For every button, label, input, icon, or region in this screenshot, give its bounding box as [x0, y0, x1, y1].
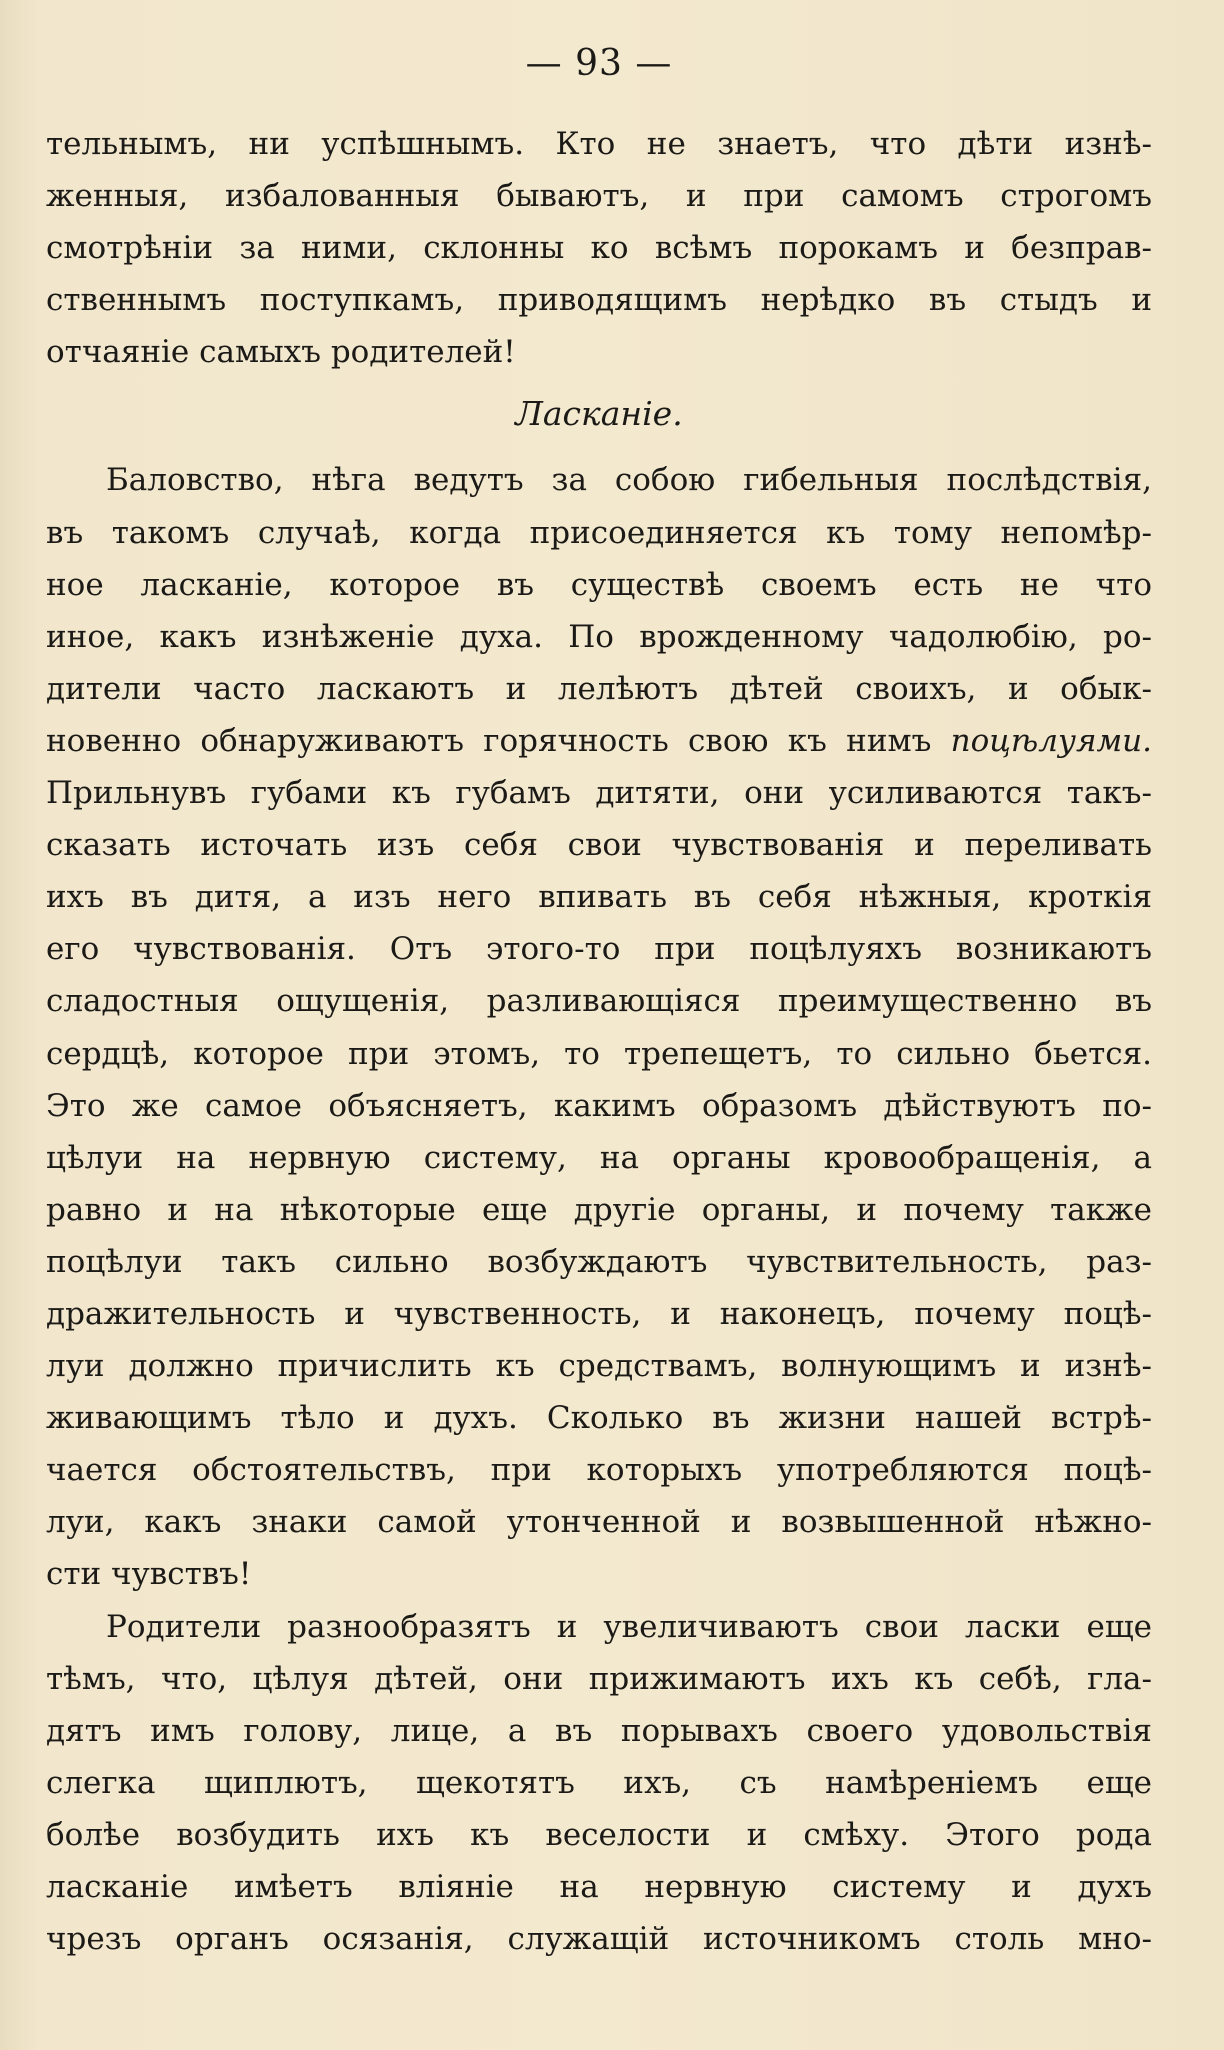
section-heading: Ласканіе.	[515, 394, 683, 434]
text-line: луи, какъ знаки самой утонченной и возвышенной нѣжно-	[46, 1504, 1152, 1541]
text-line: женныя, избалованныя бываютъ, и при самомъ строгомъ	[46, 178, 1152, 215]
text-line: луи должно причислить къ средствамъ, волнующимъ и изнѣ-	[46, 1348, 1152, 1385]
text-line: Прильнувъ губами къ губамъ дитяти, они усиливаются такъ-	[46, 775, 1152, 812]
text-line: Баловство, нѣга ведутъ за собою гибельныя послѣдствія,	[106, 462, 1152, 499]
emphasized-word: поцѣлуями.	[950, 722, 1152, 759]
paragraph-continuation	[46, 118, 1152, 378]
text-line: цѣлуи на нервную систему, на органы кровообращенія, а	[46, 1139, 1152, 1176]
text-line: сти чувствъ!	[46, 1556, 252, 1593]
text-line: дители часто ласкаютъ и лелѣютъ дѣтей своихъ, и обык-	[46, 670, 1152, 707]
text-line: дражительность и чувственность, и наконецъ, почему поцѣ-	[46, 1295, 1152, 1332]
text-line: ихъ въ дитя, а изъ него впивать въ себя нѣжныя, кроткія	[46, 879, 1152, 916]
text-line: его чувствованія. Отъ этого-то при поцѣлуяхъ возникаютъ	[46, 931, 1152, 968]
text-line: живающимъ тѣло и духъ. Сколько въ жизни нашей встрѣ-	[46, 1400, 1152, 1437]
text-line: сказать источать изъ себя свои чувствованія и переливать	[46, 827, 1152, 864]
text-line: отчаяніе самыхъ родителей!	[46, 334, 516, 371]
text-line: Это же самое объясняетъ, какимъ образомъ дѣйствуютъ по-	[46, 1087, 1152, 1124]
text-line: поцѣлуи такъ сильно возбуждаютъ чувствительность, раз-	[46, 1243, 1152, 1280]
text-line: равно и на нѣкоторые еще другіе органы, и почему также	[46, 1191, 1152, 1228]
text-line: чается обстоятельствъ, при которыхъ употребляются поцѣ-	[46, 1452, 1152, 1489]
text-line: Родители разнообразятъ и увеличиваютъ свои ласки еще	[106, 1608, 1152, 1645]
text-line-start: новенно обнаруживаютъ горячность свою къ нимъ	[46, 722, 932, 759]
text-line: тѣмъ, что, цѣлуя дѣтей, они прижимаютъ ихъ къ себѣ, гла-	[46, 1660, 1152, 1697]
text-line: въ такомъ случаѣ, когда присоединяется къ тому непомѣр-	[46, 514, 1152, 551]
text-line: слегка щиплютъ, щекотятъ ихъ, съ намѣреніемъ еще	[46, 1764, 1152, 1801]
text-line: ласканіе имѣетъ вліяніе на нервную систему и духъ	[46, 1869, 1152, 1905]
text-line: дятъ имъ голову, лице, а въ порывахъ своего удовольствія	[46, 1712, 1152, 1749]
page-number: — 93 —	[525, 43, 673, 84]
paragraph-caressing-1	[46, 454, 1152, 1600]
text-line: ственнымъ поступкамъ, приводящимъ нерѣдко въ стыдъ и	[46, 282, 1152, 319]
text-line: ное ласканіе, которое въ существѣ своемъ есть не что	[46, 566, 1152, 603]
text-line: тельнымъ, ни успѣшнымъ. Кто не знаетъ, что дѣти изнѣ-	[46, 126, 1152, 162]
text-line: чрезъ органъ осязанія, служащій источникомъ столь мно-	[46, 1921, 1152, 1958]
text-line: смотрѣніи за ними, склонны ко всѣмъ порокамъ и безправ-	[46, 230, 1152, 267]
text-line: иное, какъ изнѣженіе духа. По врожденному чадолюбію, ро-	[46, 618, 1152, 655]
text-line: сладостныя ощущенія, разливающіяся преимущественно въ	[46, 983, 1152, 1020]
text-line: сердцѣ, которое при этомъ, то трепещетъ, то сильно бьется.	[46, 1035, 1152, 1072]
text-line-with-emphasis	[46, 715, 1152, 767]
paragraph-caressing-2	[46, 1601, 1152, 1966]
text-line: болѣе возбудить ихъ къ веселости и смѣху. Этого рода	[46, 1816, 1152, 1853]
